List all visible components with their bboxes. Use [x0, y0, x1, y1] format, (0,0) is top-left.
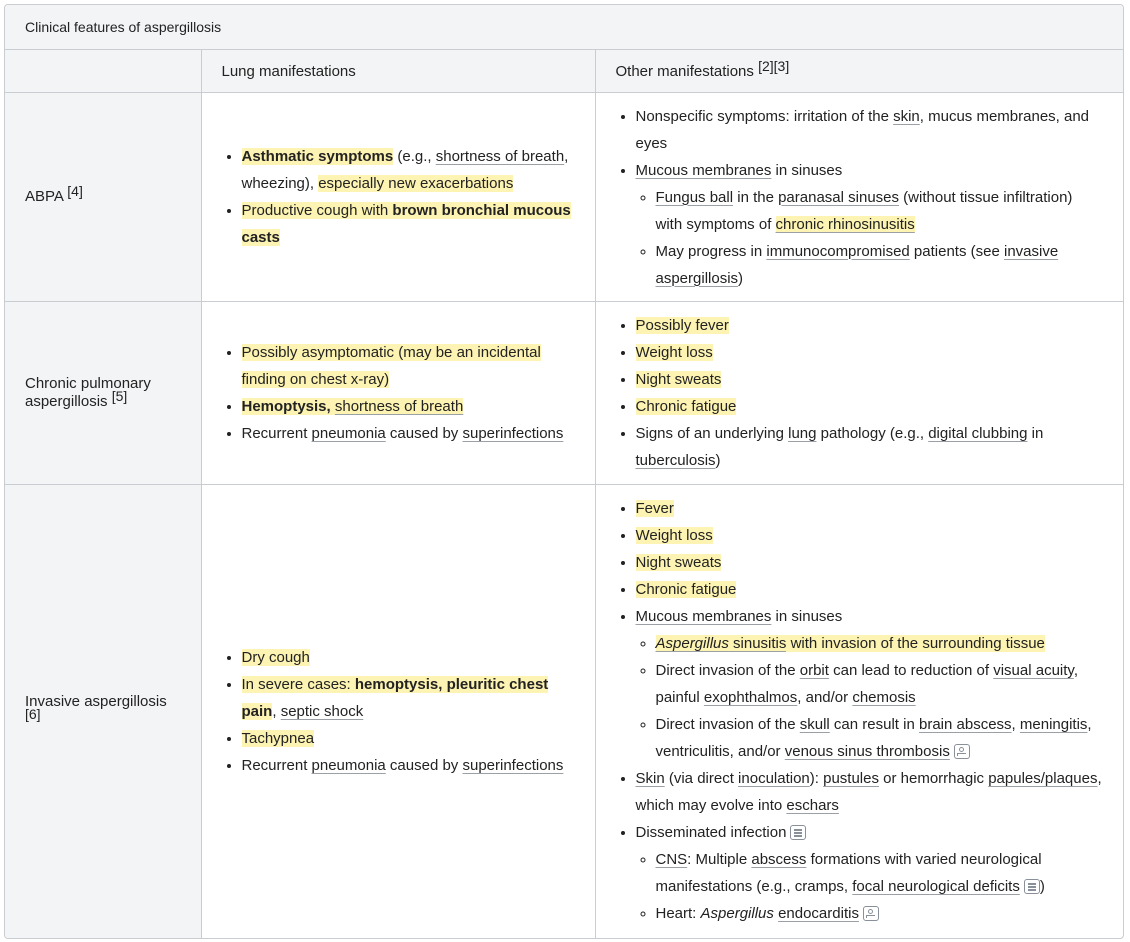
- text-segment: brown bronchial mucous casts: [241, 202, 571, 246]
- text-segment: hemoptysis, pleuritic chest pain: [241, 675, 549, 720]
- list-item: [636, 495, 1104, 522]
- list-item: [242, 339, 575, 393]
- term-link[interactable]: chemosis: [852, 689, 916, 707]
- image-icon[interactable]: [954, 744, 970, 759]
- term-link[interactable]: chronic rhinosinusitis: [775, 215, 915, 233]
- reference-link[interactable]: [4]: [67, 183, 83, 199]
- text-segment: Fever: [635, 500, 674, 518]
- text-segment: in: [1027, 425, 1044, 442]
- text-segment: Recurrent: [241, 425, 312, 442]
- text-segment: Aspergillus: [700, 905, 774, 923]
- bullet-list: [222, 339, 575, 447]
- list-item: [636, 103, 1104, 157]
- list-item: [656, 630, 1104, 657]
- list-item: [636, 522, 1104, 549]
- list-item: [636, 576, 1104, 603]
- term-link[interactable]: eschars: [786, 797, 839, 815]
- term-link[interactable]: brain abscess: [918, 716, 1012, 734]
- text-segment: Chronic fatigue: [635, 581, 737, 599]
- features-grid: [5, 50, 1123, 938]
- list-item: [636, 393, 1104, 420]
- reference-link[interactable]: [2][3]: [758, 57, 790, 74]
- text-segment: Dry cough: [241, 648, 310, 666]
- image-icon[interactable]: [863, 906, 879, 921]
- text-segment: ):: [809, 770, 824, 788]
- term-link[interactable]: inoculation: [738, 770, 810, 788]
- text-segment: Night sweats: [635, 371, 722, 388]
- term-link[interactable]: abscess: [751, 851, 807, 869]
- term-link[interactable]: meningitis: [1019, 716, 1088, 734]
- list-item: [636, 603, 1104, 765]
- text-segment: can lead to reduction of: [828, 662, 994, 680]
- text-segment: ): [738, 269, 744, 287]
- text-segment: Chronic fatigue: [635, 398, 737, 415]
- lung-manifestations-cell: [201, 485, 595, 938]
- column-header-other: Other manifestations [2][3]: [595, 50, 1123, 93]
- text-segment: especially new exacerbations: [318, 175, 514, 192]
- term-link[interactable]: tuberculosis: [635, 452, 716, 469]
- table-row: [5, 485, 1123, 938]
- text-segment: Tachypnea: [241, 729, 315, 747]
- list-item: [656, 846, 1104, 900]
- other-manifestations-cell: [595, 485, 1123, 938]
- bullet-list: [222, 644, 575, 779]
- text-segment: (e.g.,: [393, 148, 436, 165]
- bullet-list: [222, 143, 575, 251]
- text-segment: , painful: [655, 662, 1078, 707]
- row-header: [5, 485, 201, 938]
- term-link[interactable]: exophthalmos: [703, 689, 798, 707]
- list-item: [656, 711, 1104, 765]
- text-segment: ,: [1011, 716, 1020, 734]
- text-segment: caused by: [385, 756, 463, 774]
- text-segment: Nonspecific symptoms: irritation of the: [635, 107, 894, 125]
- text-segment: Direct invasion of the: [655, 716, 800, 734]
- text-segment: or hemorrhagic: [878, 770, 989, 788]
- sub-list: [636, 846, 1104, 927]
- note-icon[interactable]: [790, 825, 806, 840]
- term-link[interactable]: shortness of breath: [435, 148, 565, 165]
- table-row: [5, 302, 1123, 485]
- text-segment: In severe cases:: [241, 675, 355, 693]
- text-segment: May progress in: [655, 242, 767, 260]
- list-item: [636, 420, 1104, 474]
- corner-cell: [5, 50, 201, 93]
- text-segment: Productive cough with: [241, 202, 393, 219]
- term-link[interactable]: pneumonia: [311, 756, 386, 774]
- text-segment: Weight loss: [635, 527, 713, 545]
- other-manifestations-cell: [595, 93, 1123, 302]
- table-caption: Clinical features of aspergillosis: [5, 5, 1123, 50]
- list-item: [656, 657, 1104, 711]
- term-link[interactable]: shortness of breath: [334, 398, 464, 415]
- list-item: [242, 143, 575, 197]
- text-segment: pathology (e.g.,: [816, 425, 929, 442]
- term-link[interactable]: superinfections: [462, 756, 564, 774]
- list-item: [636, 312, 1104, 339]
- text-segment: Hemoptysis,: [241, 398, 331, 415]
- term-link[interactable]: immunocompromised: [766, 242, 910, 260]
- term-link[interactable]: paranasal sinuses: [778, 188, 900, 206]
- clinical-features-table: [4, 4, 1124, 939]
- text-segment: ): [715, 452, 721, 469]
- bullet-list: [616, 312, 1104, 474]
- list-item: [636, 765, 1104, 819]
- list-item: [636, 366, 1104, 393]
- text-segment: patients (see: [909, 242, 1004, 260]
- term-link[interactable]: superinfections: [462, 425, 564, 442]
- term-link[interactable]: focal neurological deficits: [852, 878, 1020, 896]
- term-link[interactable]: papules/plaques: [988, 770, 1098, 788]
- term-link[interactable]: pustules: [823, 770, 879, 788]
- term-link[interactable]: endocarditis: [778, 905, 859, 923]
- reference-link[interactable]: [5]: [111, 388, 128, 404]
- text-segment: Heart:: [655, 905, 701, 923]
- term-link[interactable]: orbit: [799, 662, 829, 680]
- text-segment: formations with varied neurological manifestations (e.g., cramps,: [655, 851, 1042, 896]
- text-segment: , wheezing),: [241, 148, 569, 192]
- text-segment: Possibly fever: [635, 317, 729, 334]
- text-segment: Disseminated infection: [635, 824, 787, 842]
- text-segment: can result in: [829, 716, 919, 734]
- text-segment: , mucus membranes, and eyes: [635, 107, 1090, 152]
- text-segment: : Multiple: [687, 851, 752, 869]
- term-link[interactable]: Aspergillus: [655, 635, 729, 653]
- column-header-lung: Lung manifestations: [201, 50, 595, 93]
- row-header: [5, 93, 201, 302]
- term-link[interactable]: sinusitis: [728, 635, 787, 653]
- term-link[interactable]: Skin: [635, 770, 665, 788]
- text-segment: in sinuses: [771, 608, 843, 626]
- lung-manifestations-cell: [201, 302, 595, 485]
- reference-link[interactable]: [6]: [25, 706, 41, 723]
- row-header: [5, 302, 201, 485]
- term-link[interactable]: Fungus ball: [655, 188, 734, 206]
- term-link[interactable]: Mucous membranes: [635, 608, 772, 626]
- header-row: [5, 50, 1123, 93]
- sub-list: [636, 630, 1104, 765]
- list-item: [242, 644, 575, 671]
- list-item: [242, 752, 575, 779]
- term-link[interactable]: venous sinus thrombosis: [784, 743, 950, 761]
- list-item: [656, 238, 1104, 292]
- text-segment: , and/or: [797, 689, 853, 707]
- text-segment: Asthmatic symptoms: [241, 148, 394, 165]
- row-label: ABPA: [25, 188, 64, 205]
- term-link[interactable]: invasive aspergillosis: [655, 242, 1059, 287]
- list-item: [636, 157, 1104, 292]
- term-link[interactable]: septic shock: [280, 702, 364, 720]
- text-segment: in sinuses: [771, 161, 843, 179]
- text-segment: Night sweats: [635, 554, 722, 572]
- sub-list: [636, 184, 1104, 292]
- text-segment: Recurrent: [241, 756, 312, 774]
- row-label: Invasive aspergillosis: [25, 693, 167, 711]
- term-link[interactable]: pneumonia: [311, 425, 386, 442]
- list-item: [636, 549, 1104, 576]
- term-link[interactable]: skull: [799, 716, 830, 734]
- bullet-list: [616, 103, 1104, 292]
- list-item: [242, 420, 575, 447]
- list-item: [636, 819, 1104, 927]
- term-link[interactable]: digital clubbing: [928, 425, 1028, 442]
- text-segment: Signs of an underlying: [635, 425, 789, 442]
- note-icon[interactable]: [1024, 879, 1040, 894]
- list-item: [242, 393, 575, 420]
- text-segment: Direct invasion of the: [655, 662, 800, 680]
- list-item: [656, 184, 1104, 238]
- list-item: [656, 900, 1104, 927]
- list-item: [636, 339, 1104, 366]
- text-segment: , ventriculitis, and/or: [655, 716, 1092, 761]
- text-segment: (via direct: [664, 770, 739, 788]
- text-segment: ): [1039, 878, 1045, 896]
- table-row: [5, 93, 1123, 302]
- lung-manifestations-cell: [201, 93, 595, 302]
- bullet-list: [616, 495, 1104, 927]
- text-segment: Weight loss: [635, 344, 713, 361]
- text-segment: with invasion of the surrounding tissue: [786, 635, 1045, 653]
- text-segment: ,: [272, 702, 281, 720]
- term-link[interactable]: Mucous membranes: [635, 161, 772, 179]
- term-link[interactable]: lung: [788, 425, 817, 442]
- term-link[interactable]: CNS: [655, 851, 688, 869]
- text-segment: , which may evolve into: [635, 770, 1102, 815]
- list-item: [242, 725, 575, 752]
- row-label: Chronic pulmonary aspergillosis: [25, 375, 151, 410]
- term-link[interactable]: skin: [893, 107, 920, 125]
- list-item: [242, 671, 575, 725]
- term-link[interactable]: visual acuity: [993, 662, 1074, 680]
- other-manifestations-cell: [595, 302, 1123, 485]
- text-segment: Possibly asymptomatic (may be an incidental finding on chest x-ray): [241, 344, 541, 388]
- text-segment: (without tissue infiltration) with symptoms of: [655, 188, 1073, 233]
- text-segment: in the: [733, 188, 779, 206]
- text-segment: caused by: [385, 425, 463, 442]
- list-item: [242, 197, 575, 251]
